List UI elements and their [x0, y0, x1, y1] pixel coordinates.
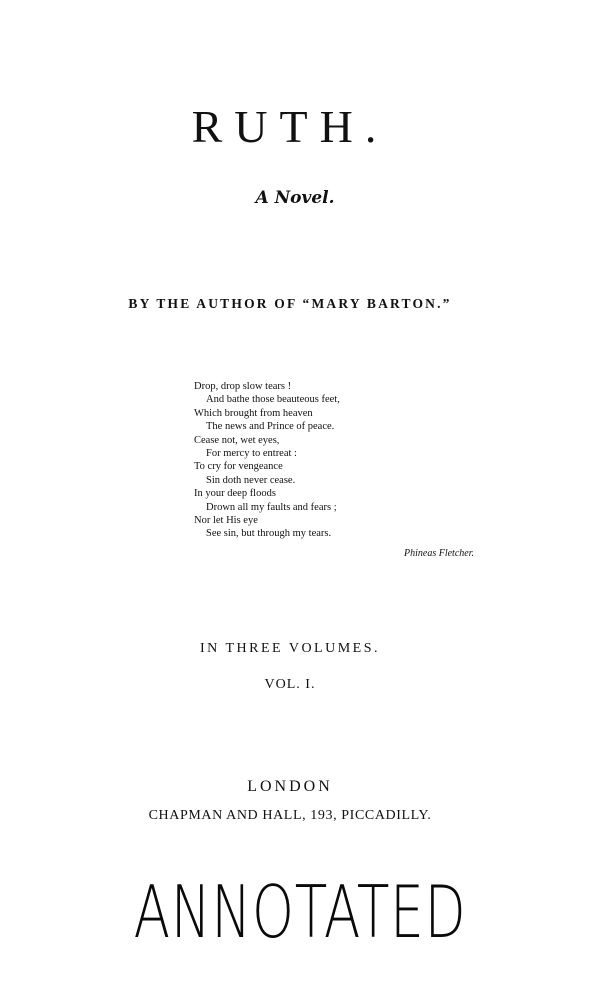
author-byline: BY THE AUTHOR OF “MARY BARTON.” [128, 296, 452, 311]
publication-city: LONDON [247, 778, 333, 795]
epigraph-attribution: Phineas Fletcher. [404, 548, 474, 559]
epigraph [194, 380, 484, 541]
epigraph-line: And bathe those beauteous feet, [206, 394, 340, 406]
epigraph-line: Cease not, wet eyes, [194, 434, 280, 446]
epigraph-line: Drop, drop slow tears ! [194, 381, 292, 392]
epigraph-line: For mercy to entreat : [206, 448, 297, 460]
volume-number: VOL. I. [264, 677, 316, 692]
epigraph-line: In your deep floods [194, 488, 276, 500]
epigraph-line: See sin, but through my tears. [206, 528, 332, 540]
annotated-stamp: ANNOTATED [133, 870, 467, 954]
epigraph-line: Drown all my faults and fears ; [206, 501, 337, 513]
book-subtitle: A Novel. [255, 188, 335, 208]
epigraph-line: Nor let His eye [194, 515, 258, 527]
epigraph-line: Sin doth never cease. [206, 474, 296, 486]
epigraph-line: To cry for vengeance [194, 461, 283, 473]
epigraph-line: The news and Prince of peace. [206, 421, 335, 433]
volumes-note: IN THREE VOLUMES. [199, 641, 381, 656]
epigraph-line: Which brought from heaven [194, 407, 313, 419]
book-title: RUTH. [191, 101, 389, 152]
publisher-imprint: CHAPMAN AND HALL, 193, PICCADILLY. [148, 808, 432, 823]
